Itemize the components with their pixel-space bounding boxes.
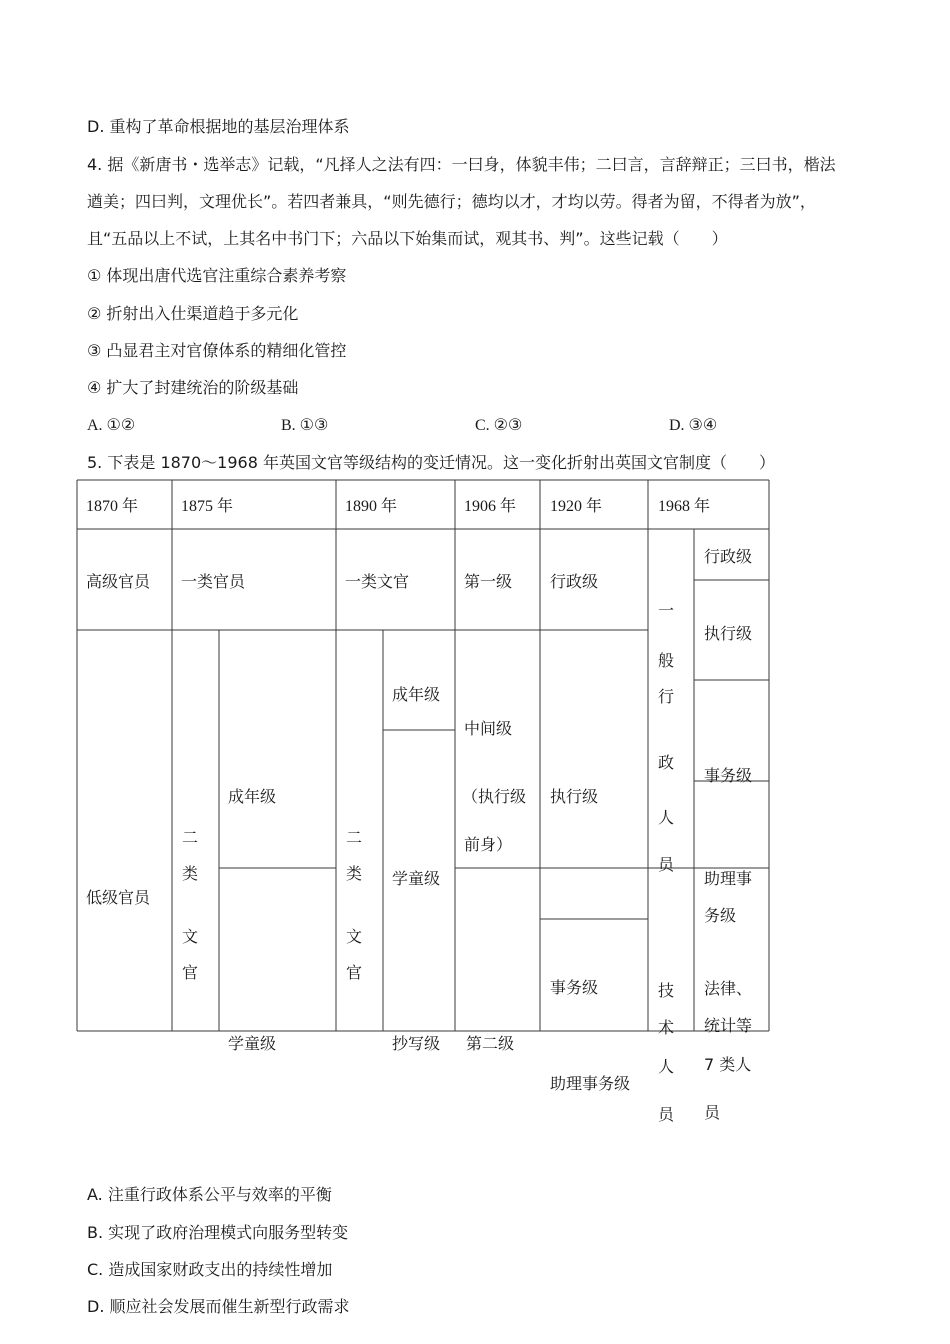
cell-1968-assistant-line-1: 助理事 (704, 869, 753, 888)
cell-1968-general-char-2: 般 (658, 651, 675, 670)
q5-option-c[interactable]: C. 造成国家财政支出的持续性增加 (87, 1260, 333, 1279)
cell-1875-second-class-char-1: 二 (182, 828, 199, 847)
cell-1870-junior: 低级官员 (86, 888, 151, 907)
cell-1906-middle: 中间级 (464, 719, 513, 738)
header-1920: 1920 年 (550, 498, 603, 515)
cell-1968-tech-char-1: 技 (658, 981, 675, 1000)
q4-option-d[interactable]: D. ③④ (669, 417, 718, 434)
q4-stem-line-2: 遒美；四曰判，文理优长”。若四者兼具，“则先德行；德均以才，才均以劳。得者为留，不得者为放”， (87, 192, 816, 211)
cell-1890-second-class-char-3: 文 (346, 927, 363, 946)
cell-1875-second-class-char-3: 文 (182, 927, 199, 946)
q5-option-b[interactable]: B. 实现了政府治理模式向服务型转变 (87, 1223, 349, 1242)
cell-1968-law-line-2: 统计等 (704, 1016, 753, 1035)
q4-item-4: ④ 扩大了封建统治的阶级基础 (87, 378, 299, 397)
header-1906: 1906 年 (464, 498, 517, 515)
q4-option-c[interactable]: C. ②③ (475, 417, 523, 434)
cell-1890-adult: 成年级 (392, 685, 441, 704)
cell-1968-clerical: 事务级 (704, 766, 753, 785)
cell-1875-first-class: 一类官员 (181, 572, 246, 591)
cell-1890-copyist: 抄写级 (392, 1034, 441, 1053)
q5-option-d[interactable]: D. 顺应社会发展而催生新型行政需求 (87, 1297, 350, 1316)
header-1890: 1890 年 (345, 498, 398, 515)
cell-1968-general-char-1: 一 (658, 601, 675, 620)
cell-1890-second-class-char-4: 官 (346, 963, 363, 982)
q4-option-b[interactable]: B. ①③ (281, 417, 329, 434)
header-1875: 1875 年 (181, 498, 234, 515)
cell-1968-assistant-line-2: 务级 (704, 906, 737, 925)
cell-1890-second-class-char-2: 类 (346, 864, 363, 883)
q4-stem-line-1: 4. 据《新唐书・选举志》记载，“凡择人之法有四：一曰身，体貌丰伟；二曰言，言辞辩正；三曰书，楷法 (87, 155, 836, 174)
cell-1870-senior: 高级官员 (86, 572, 151, 591)
cell-1968-tech-char-3: 人 (658, 1057, 675, 1076)
cell-1968-exec: 执行级 (704, 624, 753, 643)
cell-1920-exec: 执行级 (550, 787, 599, 806)
cell-1906-middle-note-1: （执行级 (462, 787, 527, 806)
q4-option-a[interactable]: A. ①② (87, 417, 136, 434)
q5-option-a[interactable]: A. 注重行政体系公平与效率的平衡 (87, 1185, 332, 1204)
header-1968: 1968 年 (658, 498, 711, 515)
q5-stem: 5. 下表是 1870～1968 年英国文官等级结构的变迁情况。这一变化折射出英国文官制度（ ） (87, 453, 775, 472)
cell-1968-tech-char-4: 员 (658, 1105, 675, 1124)
cell-1968-admin: 行政级 (704, 547, 753, 566)
cell-1968-general-char-6: 员 (658, 855, 675, 874)
cell-1875-second-class-char-2: 类 (182, 864, 199, 883)
cell-1968-general-char-4: 政 (658, 753, 675, 772)
cell-1906-second: 第二级 (466, 1034, 515, 1053)
q4-item-3: ③ 凸显君主对官僚体系的精细化管控 (87, 341, 347, 360)
q4-item-1: ① 体现出唐代选官注重综合素养考察 (87, 266, 347, 285)
cell-1906-middle-note-2: 前身） (464, 835, 513, 854)
cell-1890-second-class-char-1: 二 (346, 828, 363, 847)
cell-1875-adult: 成年级 (228, 787, 277, 806)
cell-1890-boy: 学童级 (392, 869, 441, 888)
cell-1920-admin: 行政级 (550, 572, 599, 591)
cell-1968-law-line-3: 7 类人 (704, 1055, 752, 1074)
cell-1906-first: 第一级 (464, 572, 513, 591)
cell-1875-second-class-char-4: 官 (182, 963, 199, 982)
cell-1920-assistant-clerical: 助理事务级 (550, 1074, 631, 1093)
q4-stem-line-3: 且“五品以上不试，上其名中书门下；六品以下始集而试，观其书、判”。这些记载（ ） (87, 229, 728, 248)
header-1870: 1870 年 (86, 498, 139, 515)
cell-1968-general-char-5: 人 (658, 808, 675, 827)
cell-1875-boy: 学童级 (228, 1034, 277, 1053)
cell-1890-first-class: 一类文官 (345, 572, 410, 591)
cell-1968-law-line-4: 员 (704, 1103, 721, 1122)
cell-1968-tech-char-2: 术 (658, 1018, 675, 1037)
q3-option-d[interactable]: D. 重构了革命根据地的基层治理体系 (87, 117, 350, 136)
cell-1968-law-line-1: 法律、 (704, 979, 753, 998)
q4-item-2: ② 折射出入仕渠道趋于多元化 (87, 304, 299, 323)
cell-1920-clerical: 事务级 (550, 978, 599, 997)
cell-1968-general-char-3: 行 (658, 687, 675, 706)
